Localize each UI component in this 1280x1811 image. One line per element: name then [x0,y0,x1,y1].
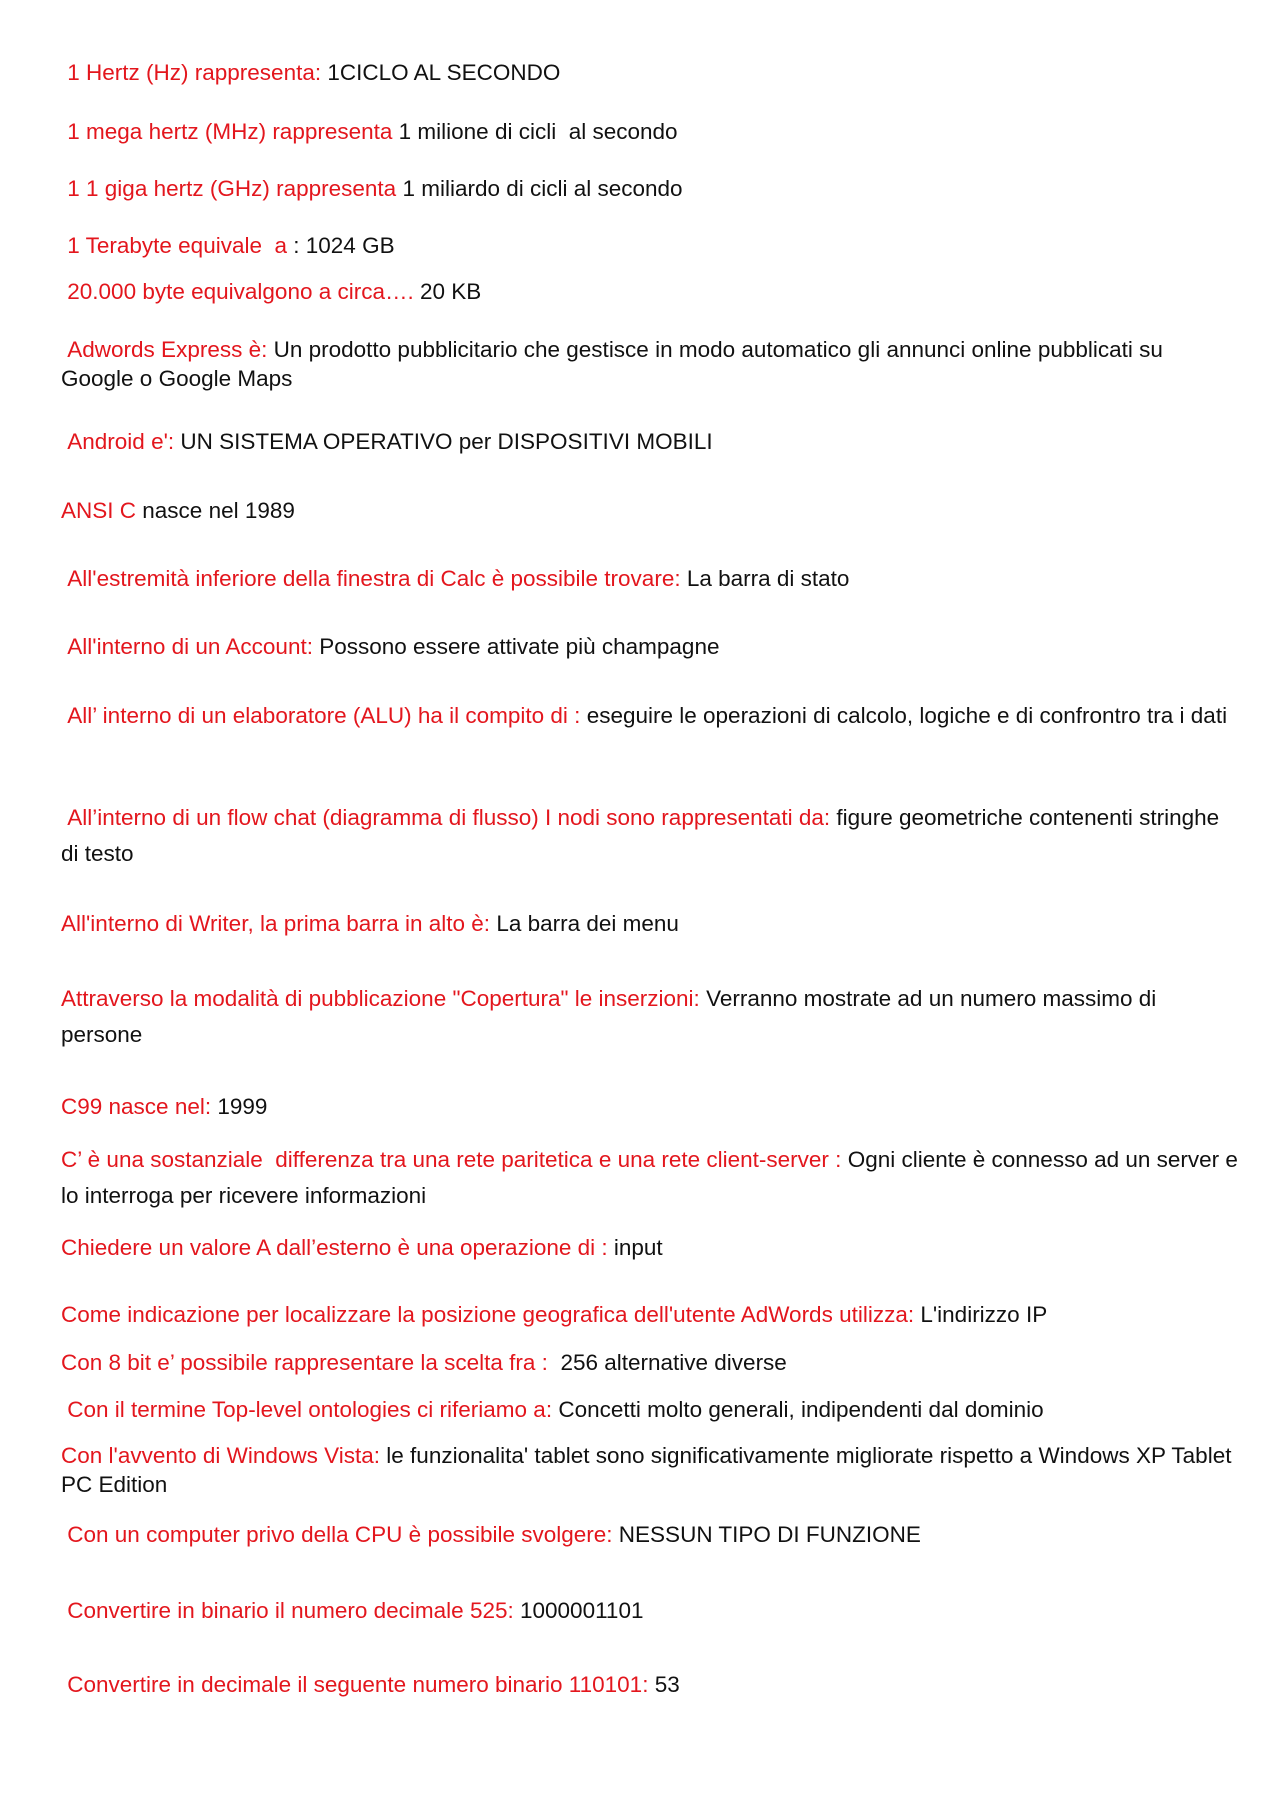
answer-text: Ogni cliente è connesso ad un server e lo interroga per ricevere informazioni [61,1147,1245,1208]
question-text: C99 nasce nel: [61,1094,218,1119]
answer-text: 1999 [217,1094,268,1119]
question-text: 1 mega hertz (MHz) rappresenta [61,119,399,144]
entry-binary-110101 [61,1670,1241,1699]
question-text: Chiedere un valore A dall’esterno è una operazione di : [61,1235,614,1260]
answer-text: : 1024 GB [293,233,395,258]
entry-megahertz [61,117,1241,146]
question-text: C’ è una sostanziale differenza tra una rete paritetica e una rete client-server : [61,1147,848,1172]
answer-text: figure geometriche contenenti stringhe di testo [61,805,1226,866]
entry-binary-525 [61,1596,1241,1625]
question-text: 1 Terabyte equivale a [61,233,294,258]
entry-client-server [61,1142,1245,1214]
question-text: Convertire in binario il numero decimale 525: [61,1598,520,1623]
question-text: All’interno di un flow chat (diagramma di flusso) I nodi sono rappresentati da: [61,805,837,830]
question-text: 1 Hertz (Hz) rappresenta: [61,60,328,85]
entry-hertz [61,58,1241,87]
entry-windows-vista [61,1441,1241,1499]
entry-writer-menu-bar [61,909,1241,938]
entry-cpu [61,1520,1241,1549]
answer-text: Possono essere attivate più champagne [319,634,720,659]
entry-ansi-c [61,496,1241,525]
question-text: Attraverso la modalità di pubblicazione "Copertura" le inserzioni: [61,986,707,1011]
question-text: Come indicazione per localizzare la posizione geografica dell'utente AdWords utilizza: [61,1302,921,1327]
question-text: Adwords Express è: [61,337,274,362]
answer-text: NESSUN TIPO DI FUNZIONE [618,1522,921,1547]
entry-8-bit [61,1348,1241,1377]
answer-text: eseguire le operazioni di calcolo, logiche e di confrontro tra i dati [586,703,1228,728]
entry-top-level-ontologies [61,1395,1241,1424]
answer-text: La barra dei menu [496,911,679,936]
entry-bytes [61,277,1241,306]
entry-c99 [61,1092,1241,1121]
question-text: ANSI C [61,498,143,523]
entry-account [61,632,1241,661]
answer-text: 256 alternative diverse [560,1350,787,1375]
entry-alu [61,701,1241,730]
question-text: All'interno di Writer, la prima barra in alto è: [61,911,497,936]
question-text: All'interno di un Account: [61,634,320,659]
entry-calc-status-bar [61,564,1241,593]
question-text: Con il termine Top-level ontologies ci riferiamo a: [61,1397,559,1422]
answer-text: nasce nel 1989 [142,498,295,523]
entry-flow-chart [61,800,1241,872]
answer-text: L'indirizzo IP [920,1302,1048,1327]
answer-text: Un prodotto pubblicitario che gestisce in modo automatico gli annunci online pubblicati su Google o Google Maps [61,337,1170,391]
entry-input [61,1233,1241,1262]
answer-text: La barra di stato [686,566,850,591]
question-text: 1 1 giga hertz (GHz) rappresenta [61,176,403,201]
entry-adwords-ip [61,1300,1241,1329]
answer-text: 1000001101 [520,1598,644,1623]
entry-android [61,427,1241,456]
answer-text: input [613,1235,663,1260]
entry-copertura [61,981,1241,1053]
answer-text: 53 [654,1672,680,1697]
question-text: Con l'avvento di Windows Vista: [61,1443,387,1468]
question-text: Con un computer privo della CPU è possibile svolgere: [61,1522,619,1547]
answer-text: 1 milione di cicli al secondo [398,119,678,144]
question-text: Android e': [61,429,181,454]
answer-text: 1CICLO AL SECONDO [327,60,561,85]
question-text: All’ interno di un elaboratore (ALU) ha il compito di : [61,703,587,728]
answer-text: UN SISTEMA OPERATIVO per DISPOSITIVI MOBILI [180,429,713,454]
answer-text: Verranno mostrate ad un numero massimo di persone [61,986,1163,1047]
answer-text: 1 miliardo di cicli al secondo [402,176,683,201]
question-text: Convertire in decimale il seguente numero binario 110101: [61,1672,655,1697]
question-text: 20.000 byte equivalgono a circa…. [61,279,420,304]
entry-gigahertz [61,174,1241,203]
question-text: Con 8 bit e’ possibile rappresentare la scelta fra : [61,1350,561,1375]
answer-text: Concetti molto generali, indipendenti dal dominio [558,1397,1044,1422]
question-text: All'estremità inferiore della finestra di Calc è possibile trovare: [61,566,687,591]
entry-terabyte [61,231,1241,260]
answer-text: le funzionalita' tablet sono significativamente migliorate rispetto a Windows XP Tablet PC Edition [61,1443,1238,1497]
answer-text: 20 KB [420,279,482,304]
entry-adwords-express [61,335,1241,393]
